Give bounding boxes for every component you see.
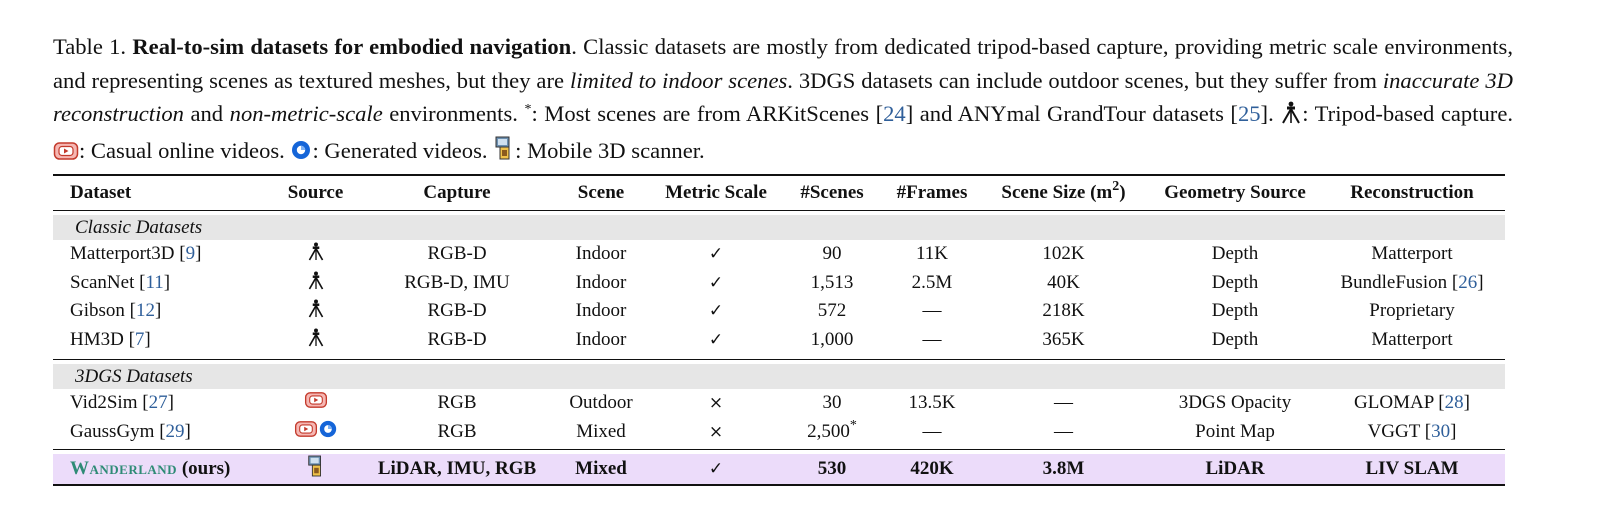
source-cell — [263, 454, 368, 484]
caption-title: Real-to-sim datasets for embodied navigation — [132, 34, 572, 59]
citation-link[interactable]: 29 — [165, 420, 185, 442]
citation-link[interactable]: 28 — [1444, 392, 1464, 414]
header-capture: Capture — [368, 175, 546, 211]
frames-cell: 420K — [888, 454, 976, 484]
capture-cell: RGB-D — [427, 300, 487, 322]
scenes-cell: 572 — [817, 300, 847, 322]
citation-link[interactable]: 25 — [1237, 101, 1261, 126]
frames-cell: — — [922, 300, 942, 322]
recon-cell: VGGT [30] — [1367, 420, 1457, 442]
casual-video-icon — [304, 391, 328, 415]
dataset-name: Gibson [12] — [70, 300, 162, 322]
scene-cell: Mixed — [576, 420, 626, 442]
metric-cell: ✓ — [656, 454, 776, 484]
table-row — [53, 240, 1505, 269]
capture-cell: RGB-D — [427, 243, 487, 265]
citation-link[interactable]: 11 — [145, 271, 164, 293]
recon-cell: GLOMAP [28] — [1354, 392, 1470, 414]
table-caption: Table 1. Real-to-sim datasets for embodied navigation. Classic datasets are mostly from dedicated tripod-based capture, providing metric scale environments, and representing scenes as textured meshes, but they are limited to indoor scenes. 3DGS datasets can include outdoor scenes, but they suffer from inaccurate 3D reconstruction and non-metric-scale environments. *: Most scenes are from ARKitScenes [24] and ANYmal GrandTour datasets [25]. : Tripod-based capture. : Casual online videos. : Generated videos. : Mobile 3D scanner. — [53, 30, 1513, 170]
geometry-cell: LiDAR — [1151, 454, 1319, 484]
recon-cell: BundleFusion [26] — [1340, 271, 1484, 293]
recon-cell: Matterport — [1371, 243, 1453, 265]
geometry-cell: Depth — [1211, 328, 1259, 350]
table-row — [53, 297, 1505, 326]
generated-video-icon — [290, 137, 312, 171]
citation-link[interactable]: 26 — [1458, 271, 1478, 293]
scene-cell: Indoor — [575, 300, 627, 322]
group-row-3dgs: 3DGS Datasets — [53, 364, 1505, 389]
scene-cell: Outdoor — [569, 392, 633, 414]
casual-video-icon — [294, 420, 318, 444]
scene-cell: Indoor — [575, 328, 627, 350]
geometry-cell: Depth — [1211, 243, 1259, 265]
source-cell — [263, 240, 368, 269]
scenes-cell: 530 — [776, 454, 888, 484]
metric-cell: × — [708, 421, 724, 442]
scene-cell: Mixed — [546, 454, 656, 484]
recon-cell: Matterport — [1371, 328, 1453, 350]
citation-link[interactable]: 30 — [1431, 420, 1451, 442]
source-cell — [263, 418, 368, 447]
scene-cell: Indoor — [575, 243, 627, 265]
source-cell — [263, 389, 368, 418]
caption-label: Table 1. — [53, 34, 127, 59]
table-row — [53, 326, 1505, 355]
recon-cell: LIV SLAM — [1319, 454, 1505, 484]
scenes-cell: 2,500* — [807, 417, 857, 442]
geometry-cell: Point Map — [1195, 420, 1275, 442]
datasets-table — [53, 174, 1505, 486]
size-cell: 40K — [1047, 271, 1080, 293]
dataset-name: Matterport3D [9] — [70, 243, 202, 265]
mobile-scanner-icon — [306, 454, 326, 484]
header-scene: Scene — [546, 175, 656, 211]
scenes-cell: 90 — [822, 243, 842, 265]
capture-cell: RGB-D, IMU — [404, 271, 510, 293]
citation-link[interactable]: 12 — [135, 300, 155, 322]
size-cell: 365K — [1042, 328, 1085, 350]
dataset-name: HM3D [7] — [70, 328, 151, 350]
size-cell: — — [1054, 392, 1073, 414]
size-cell: 218K — [1042, 300, 1085, 322]
citation-link[interactable]: 27 — [148, 392, 168, 414]
frames-cell: 13.5K — [908, 392, 956, 414]
generated-video-icon — [318, 419, 338, 445]
citation-link[interactable]: 24 — [883, 101, 906, 126]
casual-video-icon — [53, 137, 79, 171]
tripod-icon — [307, 240, 325, 268]
header-source: Source — [263, 175, 368, 211]
table-row — [53, 389, 1505, 418]
frames-cell: 11K — [915, 243, 949, 265]
source-cell — [263, 297, 368, 326]
frames-cell: 2.5M — [911, 271, 953, 293]
dataset-name: Vid2Sim [27] — [70, 392, 174, 414]
capture-cell: RGB-D — [427, 328, 487, 350]
scenes-cell: 1,000 — [810, 328, 854, 350]
capture-cell: RGB — [437, 392, 477, 414]
metric-cell: × — [708, 393, 724, 414]
dataset-name: Wanderland (ours) — [53, 454, 263, 484]
dataset-name: ScanNet [11] — [70, 271, 171, 293]
table-row-ours — [53, 454, 1505, 484]
frames-cell: — — [922, 328, 942, 350]
citation-link[interactable]: 9 — [185, 243, 196, 265]
size-cell: 3.8M — [976, 454, 1151, 484]
capture-cell: LiDAR, IMU, RGB — [368, 454, 546, 484]
table-row — [53, 418, 1505, 447]
header-frames: #Frames — [888, 175, 976, 211]
geometry-cell: Depth — [1211, 271, 1259, 293]
table-row — [53, 269, 1505, 298]
frames-cell: — — [922, 420, 942, 442]
size-cell: 102K — [1042, 243, 1085, 265]
metric-cell: ✓ — [708, 329, 724, 350]
metric-cell: ✓ — [708, 301, 724, 322]
header-geometry-source: Geometry Source — [1151, 175, 1319, 211]
mobile-scanner-icon — [493, 135, 515, 171]
size-cell: — — [1054, 420, 1073, 442]
header-reconstruction: Reconstruction — [1319, 175, 1505, 211]
citation-link[interactable]: 7 — [134, 328, 145, 350]
geometry-cell: 3DGS Opacity — [1178, 392, 1292, 414]
tripod-icon — [307, 326, 325, 354]
header-metric-scale: Metric Scale — [656, 175, 776, 211]
dataset-name: GaussGym [29] — [70, 420, 191, 442]
group-row-classic: Classic Datasets — [53, 215, 1505, 240]
table-header-row — [53, 175, 1505, 211]
scenes-cell: 1,513 — [810, 271, 854, 293]
tripod-icon — [307, 297, 325, 325]
capture-cell: RGB — [437, 420, 477, 442]
scene-cell: Indoor — [575, 271, 627, 293]
header-scenes: #Scenes — [776, 175, 888, 211]
source-cell — [263, 269, 368, 298]
source-cell — [263, 326, 368, 355]
scenes-cell: 30 — [822, 392, 842, 414]
tripod-icon — [307, 269, 325, 297]
geometry-cell: Depth — [1211, 300, 1259, 322]
header-scene-size: Scene Size $(m^2)$ — [976, 175, 1151, 211]
metric-cell: ✓ — [708, 244, 724, 265]
recon-cell: Proprietary — [1369, 300, 1455, 322]
tripod-icon — [1280, 100, 1302, 134]
header-dataset: Dataset — [53, 175, 263, 211]
brand-name: Wanderland — [70, 458, 178, 479]
metric-cell: ✓ — [708, 272, 724, 293]
